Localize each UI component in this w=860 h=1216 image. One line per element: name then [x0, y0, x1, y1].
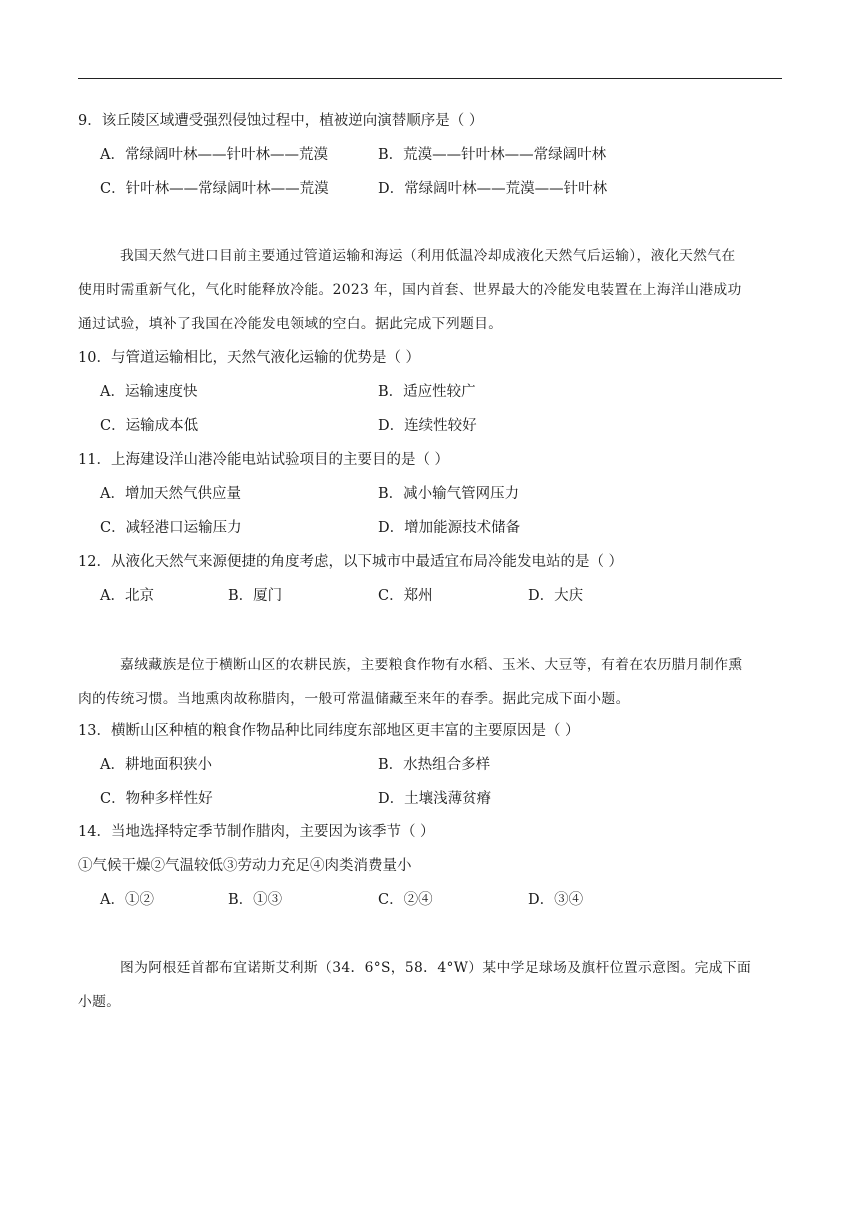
passage-3-line-2: 小题。	[78, 994, 121, 1010]
question-14-option-d: D．③④	[528, 892, 584, 908]
question-9-stem: 9．该丘陵区域遭受强烈侵蚀过程中，植被逆向演替顺序是（ ）	[78, 113, 484, 129]
passage-1-line-1: 我国天然气进口目前主要通过管道运输和海运（利用低温冷却成液化天然气后运输），液化天然气在	[120, 248, 736, 264]
question-9-option-b: B．荒漠——针叶林——常绿阔叶林	[378, 147, 607, 163]
question-11-option-c: C．减轻港口运输压力	[100, 520, 242, 536]
question-11-stem: 11．上海建设洋山港冷能电站试验项目的主要目的是（ ）	[78, 452, 450, 468]
question-14-option-c: C．②④	[378, 892, 433, 908]
passage-1-line-2: 使用时需重新气化，气化时能释放冷能。2023 年，国内首套、世界最大的冷能发电装置在上海洋山港成功	[78, 282, 742, 298]
question-11-option-b: B．减小输气管网压力	[378, 486, 520, 502]
question-13-option-d: D．土壤浅薄贫瘠	[378, 791, 492, 807]
question-14-option-a: A．①②	[100, 892, 154, 908]
passage-2-line-2: 肉的传统习惯。当地熏肉故称腊肉，一般可常温储藏至来年的春季。据此完成下面小题。	[78, 691, 630, 707]
question-11-option-a: A．增加天然气供应量	[100, 486, 241, 502]
question-12-option-c: C．郑州	[378, 588, 433, 604]
question-10-option-b: B．适应性较广	[378, 384, 476, 400]
question-14-stem: 14．当地选择特定季节制作腊肉，主要因为该季节（ ）	[78, 824, 435, 840]
question-11-option-d: D．增加能源技术储备	[378, 520, 521, 536]
question-9-option-a: A．常绿阔叶林——针叶林——荒漠	[100, 147, 328, 163]
passage-2-line-1: 嘉绒藏族是位于横断山区的农耕民族，主要粮食作物有水稻、玉米、大豆等，有着在农历腊月制作熏	[120, 657, 743, 673]
question-10-option-d: D．连续性较好	[378, 418, 477, 434]
header-rule	[78, 78, 782, 79]
question-12-option-d: D．大庆	[528, 588, 584, 604]
question-10-stem: 10．与管道运输相比，天然气液化运输的优势是（ ）	[78, 350, 421, 366]
passage-1-line-3: 通过试验，填补了我国在冷能发电领域的空白。据此完成下列题目。	[78, 316, 503, 332]
question-12-option-b: B．厦门	[228, 588, 283, 604]
question-12-stem: 12．从液化天然气来源便捷的角度考虑，以下城市中最适宜布局冷能发电站的是（ ）	[78, 554, 624, 570]
question-14-option-b: B．①③	[228, 892, 283, 908]
question-12-option-a: A．北京	[100, 588, 154, 604]
question-9-option-d: D．常绿阔叶林——荒漠——针叶林	[378, 181, 608, 197]
question-13-option-b: B．水热组合多样	[378, 757, 491, 773]
passage-3-line-1: 图为阿根廷首都布宜诺斯艾利斯（34．6°S，58．4°W）某中学足球场及旗杆位置示意图。完成下面	[120, 960, 752, 976]
question-9-option-c: C．针叶林——常绿阔叶林——荒漠	[100, 181, 329, 197]
question-13-stem: 13．横断山区种植的粮食作物品种比同纬度东部地区更丰富的主要原因是（ ）	[78, 723, 580, 739]
question-14-items: ①气候干燥②气温较低③劳动力充足④肉类消费量小	[78, 858, 412, 874]
question-13-option-a: A．耕地面积狭小	[100, 757, 212, 773]
question-10-option-a: A．运输速度快	[100, 384, 198, 400]
question-10-option-c: C．运输成本低	[100, 418, 199, 434]
question-13-option-c: C．物种多样性好	[100, 791, 213, 807]
